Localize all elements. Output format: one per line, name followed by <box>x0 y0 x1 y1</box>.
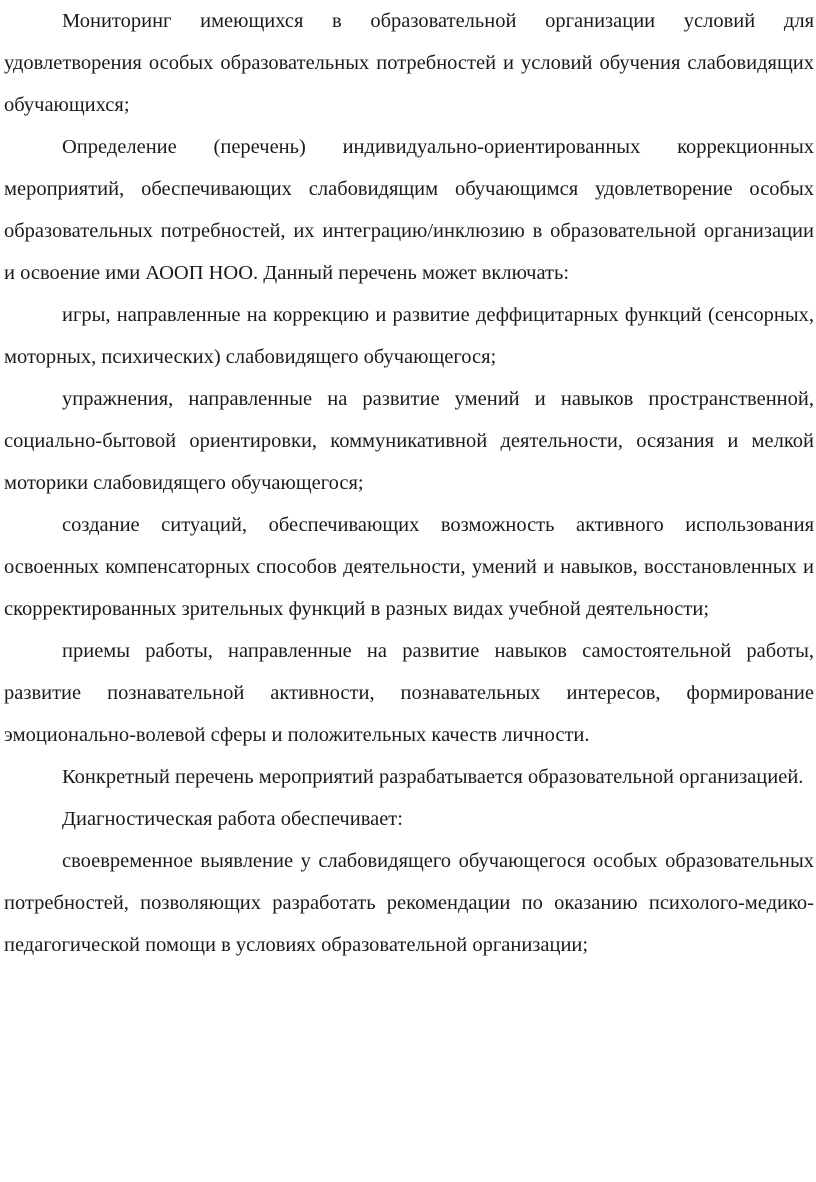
paragraph-games: игры, направленные на коррекцию и развитие деффицитарных функций (сенсорных, моторных, психических) слабовидящего обучающегося; <box>4 304 814 368</box>
document-page <box>4 0 814 966</box>
paragraph-exercises: упражнения, направленные на развитие умений и навыков пространственной, социально-бытовой ориентировки, коммуникативной деятельности, осязания и мелкой моторики слабовидящего обучающегося; <box>4 388 814 494</box>
paragraph-specific-list: Конкретный перечень мероприятий разрабатывается образовательной организацией. <box>62 766 804 788</box>
paragraph-monitoring: Мониторинг имеющихся в образовательной организации условий для удовлетворения особых образовательных потребностей и условий обучения слабовидящих обучающихся; <box>4 10 814 116</box>
paragraph-situations: создание ситуаций, обеспечивающих возможность активного использования освоенных компенсаторных способов деятельности, умений и навыков, восстановленных и скорректированных зрительных функций в разных видах учебной деятельности; <box>4 514 814 620</box>
paragraph-diagnostic-heading: Диагностическая работа обеспечивает: <box>62 808 403 830</box>
paragraph-definition: Определение (перечень) индивидуально-ориентированных коррекционных мероприятий, обеспечивающих слабовидящим обучающимся удовлетворение особых образовательных потребностей, их интеграцию/инклюзию в образовательной организации и освоение ими АООП НОО. Данный перечень может включать: <box>4 136 814 284</box>
paragraph-techniques: приемы работы, направленные на развитие навыков самостоятельной работы, развитие познавательной активности, познавательных интересов, формирование эмоционально-волевой сферы и положительных качеств личности. <box>4 640 814 746</box>
paragraph-timely-detection: своевременное выявление у слабовидящего обучающегося особых образовательных потребностей, позволяющих разработать рекомендации по оказанию психолого-медико-педагогической помощи в условиях образовательной организации; <box>4 850 814 956</box>
